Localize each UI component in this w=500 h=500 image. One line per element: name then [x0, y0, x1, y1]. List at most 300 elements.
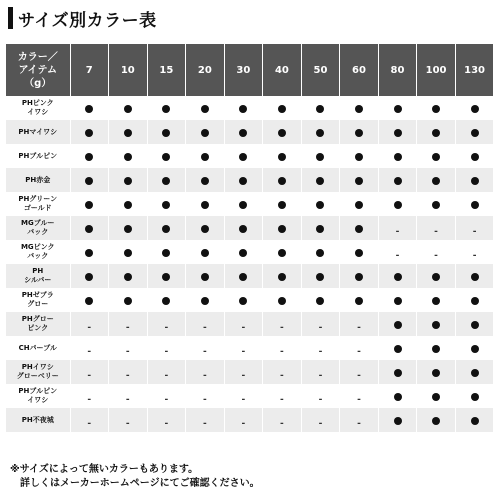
unavailable-dash: -: [357, 418, 361, 429]
available-dot: [124, 249, 132, 257]
color-name-line: PH赤金: [25, 175, 51, 184]
availability-cell: [224, 264, 263, 288]
availability-cell: [109, 264, 148, 288]
color-name-cell: [6, 96, 70, 120]
available-dot: [124, 105, 132, 113]
available-dot: [239, 153, 247, 161]
unavailable-dash: -: [395, 226, 400, 237]
availability-cell: [147, 384, 186, 408]
unavailable-dash: -: [280, 418, 284, 429]
availability-cell: [109, 216, 148, 240]
available-dot: [355, 153, 363, 161]
corner-line: アイテム: [18, 64, 58, 76]
color-name-line: バック: [27, 252, 49, 260]
size-header: 60: [340, 44, 379, 96]
size-header: 10: [109, 44, 148, 96]
table-row: [6, 168, 494, 192]
unavailable-dash: -: [164, 346, 169, 357]
color-name-line: PHイワシ: [21, 363, 54, 371]
available-dot: [278, 201, 286, 209]
unavailable-dash: -: [357, 322, 361, 333]
availability-cell: [147, 168, 186, 192]
availability-cell: [340, 192, 379, 216]
unavailable-dash: -: [164, 394, 169, 405]
availability-cell: [378, 360, 417, 384]
availability-cell: [263, 120, 302, 144]
available-dot: [394, 369, 402, 377]
available-dot: [432, 321, 440, 329]
availability-cell: [378, 120, 417, 144]
table-row: [6, 288, 494, 312]
availability-cell: [109, 168, 148, 192]
size-header: 7: [70, 44, 109, 96]
available-dot: [201, 129, 209, 137]
available-dot: [394, 297, 402, 305]
availability-cell: [378, 216, 417, 240]
unavailable-dash: -: [241, 370, 246, 381]
unavailable-dash: -: [202, 418, 207, 429]
available-dot: [316, 249, 324, 257]
available-dot: [201, 249, 209, 257]
availability-cell: [224, 240, 263, 264]
unavailable-dash: -: [357, 370, 361, 381]
available-dot: [278, 153, 286, 161]
color-name-cell: [6, 216, 70, 240]
available-dot: [201, 297, 209, 305]
table-row: [6, 240, 494, 264]
available-dot: [316, 153, 324, 161]
available-dot: [471, 129, 479, 137]
size-header: 50: [301, 44, 340, 96]
table-row: [6, 264, 494, 288]
size-header: 20: [186, 44, 225, 96]
unavailable-dash: -: [164, 418, 169, 429]
available-dot: [124, 129, 132, 137]
availability-cell: [417, 120, 456, 144]
availability-cell: [340, 120, 379, 144]
available-dot: [278, 273, 286, 281]
availability-cell: [70, 264, 109, 288]
availability-cell: [340, 384, 379, 408]
color-name-cell: [6, 360, 70, 384]
available-dot: [355, 297, 363, 305]
availability-cell: [455, 408, 494, 432]
table-row: [6, 120, 494, 144]
available-dot: [394, 321, 402, 329]
available-dot: [432, 273, 440, 281]
availability-cell: [417, 168, 456, 192]
corner-line: カラー／: [17, 51, 58, 63]
availability-cell: [224, 336, 263, 360]
availability-cell: [378, 336, 417, 360]
color-name-cell: [6, 408, 70, 432]
availability-cell: [455, 96, 494, 120]
available-dot: [432, 417, 440, 425]
color-name-line: MGピンク: [20, 243, 55, 251]
availability-cell: [263, 384, 302, 408]
availability-cell: [455, 144, 494, 168]
available-dot: [316, 129, 324, 137]
table-body: [6, 96, 494, 432]
unavailable-dash: -: [318, 394, 323, 405]
available-dot: [278, 225, 286, 233]
size-header: 15: [147, 44, 186, 96]
availability-cell: [417, 336, 456, 360]
unavailable-dash: -: [87, 346, 92, 357]
color-name-cell: [6, 240, 70, 264]
availability-cell: [147, 96, 186, 120]
availability-cell: [417, 384, 456, 408]
availability-cell: [224, 408, 263, 432]
availability-cell: [186, 192, 225, 216]
availability-cell: [378, 312, 417, 336]
unavailable-dash: -: [318, 370, 323, 381]
availability-cell: [70, 384, 109, 408]
availability-cell: [263, 96, 302, 120]
available-dot: [85, 177, 93, 185]
unavailable-dash: -: [202, 370, 207, 381]
color-name-line: バック: [27, 228, 49, 236]
available-dot: [239, 297, 247, 305]
color-name-line: グロー: [27, 300, 49, 308]
page-title: サイズ別カラー表: [18, 10, 157, 31]
availability-cell: [186, 336, 225, 360]
availability-cell: [186, 216, 225, 240]
available-dot: [432, 153, 440, 161]
table-row: [6, 96, 494, 120]
color-name-line: PHブルピン: [18, 151, 58, 160]
available-dot: [316, 297, 324, 305]
available-dot: [239, 129, 247, 137]
table-row: [6, 408, 494, 432]
color-name-line: イワシ: [27, 396, 49, 404]
available-dot: [162, 153, 170, 161]
color-name-cell: [6, 288, 70, 312]
available-dot: [316, 177, 324, 185]
size-header: 30: [224, 44, 263, 96]
availability-cell: [301, 336, 340, 360]
availability-cell: [263, 288, 302, 312]
availability-cell: [147, 240, 186, 264]
available-dot: [278, 105, 286, 113]
available-dot: [394, 201, 402, 209]
availability-cell: [301, 192, 340, 216]
availability-cell: [263, 216, 302, 240]
availability-cell: [417, 264, 456, 288]
available-dot: [471, 321, 479, 329]
available-dot: [124, 201, 132, 209]
availability-cell: [340, 408, 379, 432]
available-dot: [239, 225, 247, 233]
available-dot: [471, 273, 479, 281]
availability-cell: [70, 360, 109, 384]
available-dot: [355, 225, 363, 233]
availability-cell: [455, 312, 494, 336]
availability-cell: [224, 216, 263, 240]
availability-cell: [301, 240, 340, 264]
availability-cell: [186, 360, 225, 384]
availability-cell: [455, 168, 494, 192]
availability-cell: [340, 336, 379, 360]
availability-cell: [340, 216, 379, 240]
availability-cell: [455, 384, 494, 408]
availability-cell: [109, 192, 148, 216]
unavailable-dash: -: [472, 226, 477, 237]
availability-cell: [378, 264, 417, 288]
availability-cell: [301, 96, 340, 120]
availability-cell: [263, 312, 302, 336]
color-name-line: シルバー: [24, 276, 52, 284]
availability-cell: [70, 312, 109, 336]
availability-cell: [263, 240, 302, 264]
available-dot: [85, 249, 93, 257]
available-dot: [162, 129, 170, 137]
title-row: [8, 6, 157, 30]
color-name-cell: [6, 384, 70, 408]
availability-cell: [186, 288, 225, 312]
availability-cell: [186, 240, 225, 264]
availability-cell: [224, 360, 263, 384]
availability-cell: [186, 144, 225, 168]
color-name-line: PHグリーン: [18, 195, 58, 203]
available-dot: [162, 177, 170, 185]
availability-cell: [417, 360, 456, 384]
size-header: 130: [455, 44, 494, 96]
color-name-line: PHピンク: [21, 99, 54, 107]
unavailable-dash: -: [280, 322, 284, 333]
title-accent-bar: [8, 7, 13, 29]
available-dot: [239, 105, 247, 113]
available-dot: [316, 273, 324, 281]
availability-cell: [340, 240, 379, 264]
availability-cell: [455, 288, 494, 312]
availability-cell: [109, 408, 148, 432]
size-header: 40: [263, 44, 302, 96]
unavailable-dash: -: [280, 346, 284, 357]
availability-cell: [147, 336, 186, 360]
unavailable-dash: -: [318, 418, 323, 429]
color-name-line: PH不夜城: [21, 415, 54, 424]
table-row: [6, 336, 494, 360]
unavailable-dash: -: [87, 370, 92, 381]
available-dot: [432, 345, 440, 353]
availability-cell: [186, 408, 225, 432]
available-dot: [394, 345, 402, 353]
unavailable-dash: -: [357, 394, 361, 405]
corner-line: （g）: [24, 77, 52, 89]
available-dot: [432, 129, 440, 137]
availability-cell: [147, 288, 186, 312]
availability-cell: [70, 336, 109, 360]
availability-cell: [147, 264, 186, 288]
footnotes: [10, 463, 260, 491]
availability-cell: [70, 168, 109, 192]
availability-cell: [417, 288, 456, 312]
availability-cell: [147, 216, 186, 240]
available-dot: [432, 177, 440, 185]
availability-cell: [109, 384, 148, 408]
color-name-cell: [6, 264, 70, 288]
unavailable-dash: -: [164, 370, 169, 381]
availability-cell: [186, 168, 225, 192]
availability-cell: [224, 168, 263, 192]
availability-cell: [378, 288, 417, 312]
color-name-cell: [6, 312, 70, 336]
availability-cell: [417, 312, 456, 336]
available-dot: [239, 201, 247, 209]
availability-cell: [263, 336, 302, 360]
available-dot: [201, 225, 209, 233]
unavailable-dash: -: [202, 394, 207, 405]
available-dot: [471, 153, 479, 161]
available-dot: [85, 129, 93, 137]
availability-cell: [109, 336, 148, 360]
unavailable-dash: -: [357, 346, 361, 357]
availability-cell: [417, 408, 456, 432]
available-dot: [355, 129, 363, 137]
unavailable-dash: -: [434, 250, 438, 261]
availability-cell: [147, 312, 186, 336]
available-dot: [124, 153, 132, 161]
available-dot: [278, 129, 286, 137]
availability-cell: [417, 192, 456, 216]
available-dot: [162, 273, 170, 281]
color-name-line: PH: [32, 267, 44, 275]
color-name-cell: [6, 336, 70, 360]
available-dot: [201, 201, 209, 209]
availability-cell: [417, 144, 456, 168]
available-dot: [471, 369, 479, 377]
availability-cell: [263, 192, 302, 216]
available-dot: [239, 177, 247, 185]
availability-cell: [186, 384, 225, 408]
table-corner-header: [6, 44, 70, 96]
available-dot: [432, 297, 440, 305]
availability-cell: [263, 360, 302, 384]
color-name-line: PHゼブラ: [21, 291, 54, 299]
unavailable-dash: -: [434, 226, 438, 237]
unavailable-dash: -: [125, 322, 130, 333]
available-dot: [394, 129, 402, 137]
unavailable-dash: -: [280, 394, 284, 405]
table-row: [6, 192, 494, 216]
color-name-line: PHブルピン: [18, 387, 58, 395]
unavailable-dash: -: [241, 394, 246, 405]
availability-cell: [224, 96, 263, 120]
available-dot: [85, 297, 93, 305]
table-row: [6, 360, 494, 384]
availability-cell: [224, 312, 263, 336]
footnote-line: ※サイズによって無いカラーもあります。: [10, 464, 199, 475]
available-dot: [471, 417, 479, 425]
availability-cell: [340, 96, 379, 120]
availability-cell: [378, 168, 417, 192]
unavailable-dash: -: [395, 250, 400, 261]
availability-cell: [109, 144, 148, 168]
color-name-line: PHマイワシ: [18, 127, 58, 136]
available-dot: [162, 249, 170, 257]
available-dot: [394, 153, 402, 161]
availability-cell: [417, 96, 456, 120]
availability-cell: [70, 408, 109, 432]
available-dot: [201, 105, 209, 113]
available-dot: [316, 225, 324, 233]
availability-cell: [378, 144, 417, 168]
unavailable-dash: -: [125, 370, 130, 381]
color-name-line: グローベリー: [16, 372, 59, 380]
available-dot: [85, 105, 93, 113]
availability-cell: [340, 312, 379, 336]
availability-cell: [301, 312, 340, 336]
color-name-cell: [6, 120, 70, 144]
unavailable-dash: -: [472, 250, 477, 261]
available-dot: [355, 273, 363, 281]
unavailable-dash: -: [125, 394, 130, 405]
unavailable-dash: -: [87, 394, 92, 405]
availability-cell: [109, 360, 148, 384]
unavailable-dash: -: [318, 346, 323, 357]
available-dot: [471, 177, 479, 185]
availability-cell: [224, 384, 263, 408]
color-name-line: PHグロー: [21, 315, 54, 323]
availability-cell: [455, 240, 494, 264]
availability-cell: [301, 144, 340, 168]
available-dot: [471, 297, 479, 305]
available-dot: [471, 393, 479, 401]
unavailable-dash: -: [125, 418, 130, 429]
color-name-line: CHパープル: [18, 343, 57, 352]
available-dot: [355, 177, 363, 185]
availability-cell: [378, 96, 417, 120]
availability-cell: [70, 288, 109, 312]
unavailable-dash: -: [318, 322, 323, 333]
available-dot: [471, 345, 479, 353]
unavailable-dash: -: [202, 322, 207, 333]
availability-cell: [109, 96, 148, 120]
available-dot: [278, 177, 286, 185]
availability-cell: [186, 120, 225, 144]
availability-cell: [186, 312, 225, 336]
available-dot: [124, 273, 132, 281]
availability-cell: [186, 264, 225, 288]
availability-cell: [455, 336, 494, 360]
available-dot: [201, 153, 209, 161]
available-dot: [85, 273, 93, 281]
availability-cell: [263, 168, 302, 192]
footnote-line: 詳しくはメーカーホームページにてご確認ください。: [10, 478, 260, 489]
availability-cell: [301, 168, 340, 192]
available-dot: [162, 105, 170, 113]
availability-cell: [455, 192, 494, 216]
availability-cell: [186, 96, 225, 120]
availability-cell: [301, 120, 340, 144]
available-dot: [85, 201, 93, 209]
available-dot: [124, 177, 132, 185]
color-name-cell: [6, 144, 70, 168]
color-name-cell: [6, 192, 70, 216]
availability-cell: [70, 144, 109, 168]
available-dot: [278, 249, 286, 257]
availability-cell: [147, 408, 186, 432]
color-name-line: MGブルー: [21, 219, 55, 227]
table-row: [6, 312, 494, 336]
availability-cell: [301, 408, 340, 432]
available-dot: [471, 201, 479, 209]
availability-cell: [417, 240, 456, 264]
availability-cell: [109, 120, 148, 144]
unavailable-dash: -: [125, 346, 130, 357]
availability-cell: [417, 216, 456, 240]
